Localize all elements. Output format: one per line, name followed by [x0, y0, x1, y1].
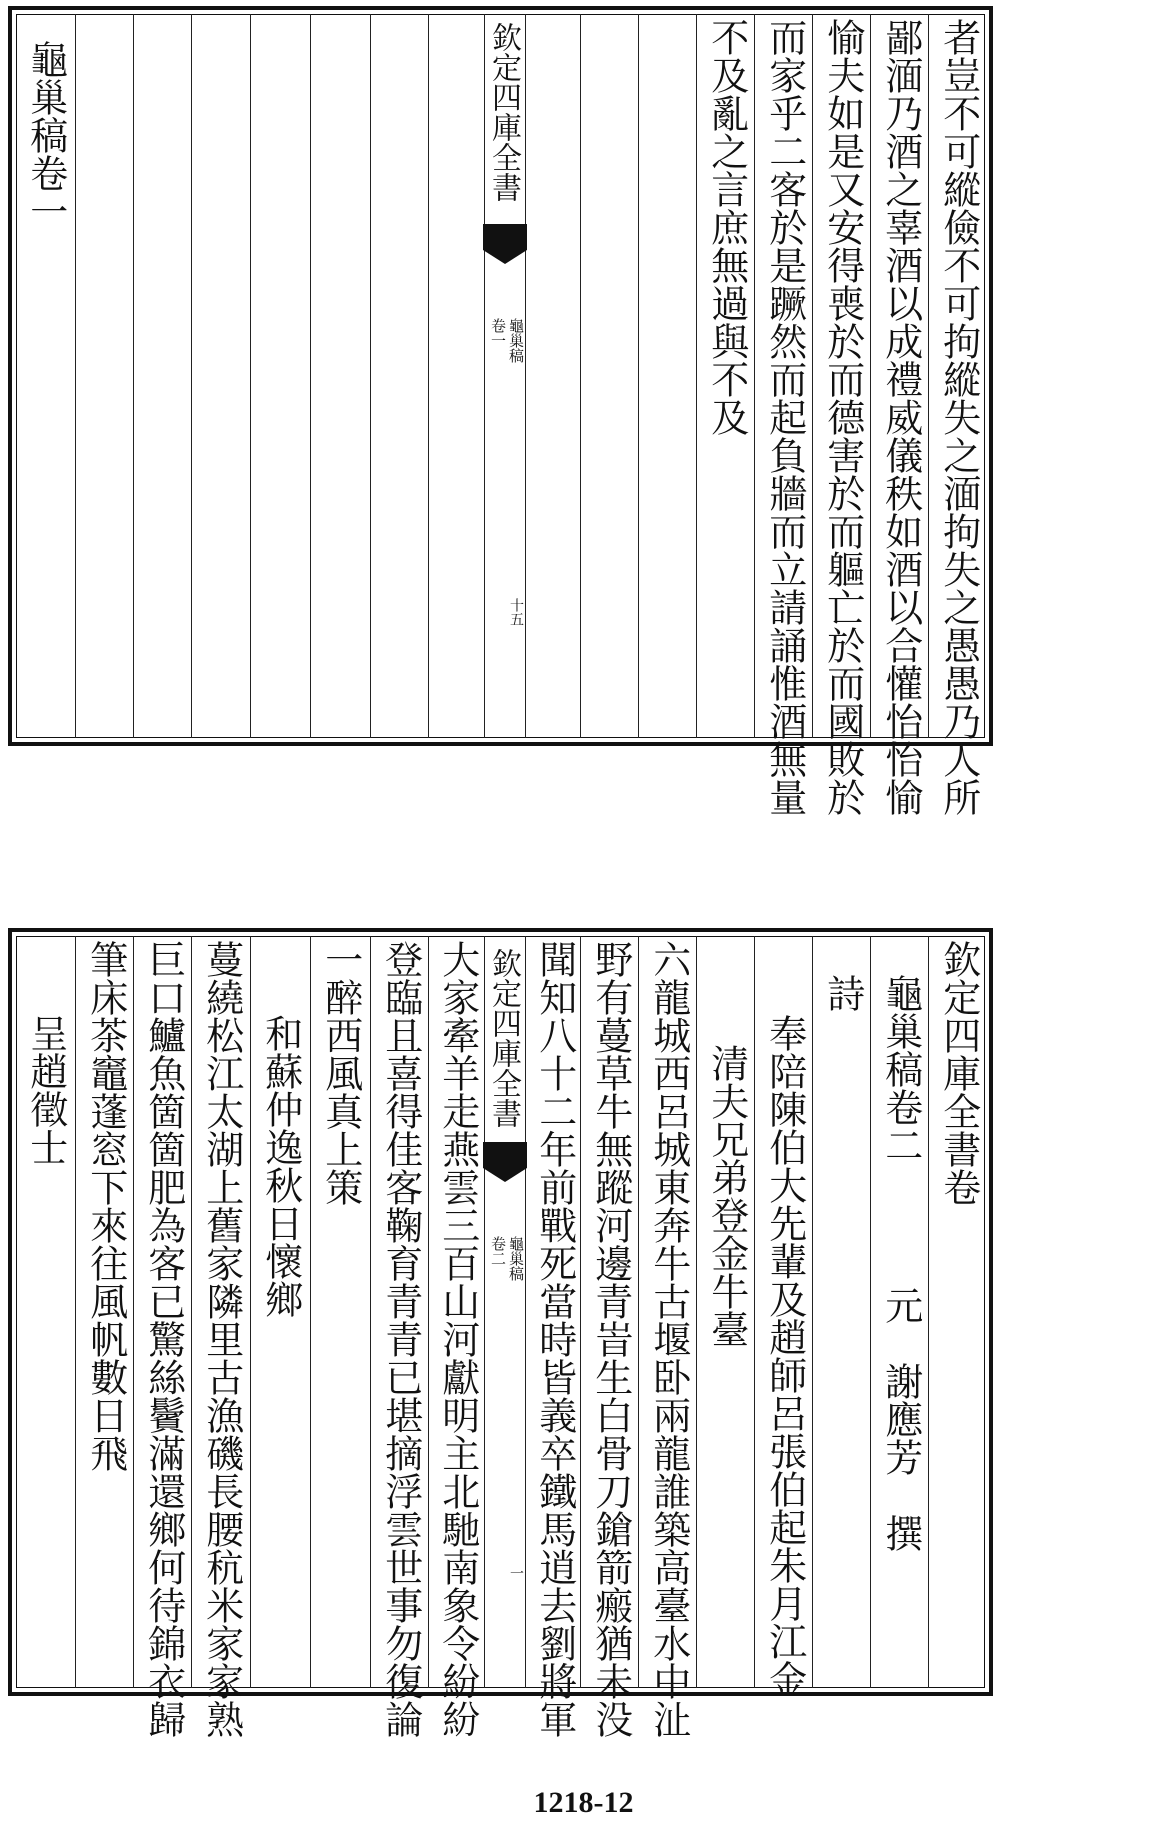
- bottom-page: [0, 918, 1167, 1778]
- volume-end-title: 龜巢稿卷一: [23, 40, 68, 230]
- banxin-book-title: 龜巢稿: [507, 1236, 525, 1281]
- column-rule: [250, 14, 251, 738]
- text-column: 筆床茶竈蓬窓下來往風帆數日飛: [83, 940, 128, 1472]
- poem-title: 奉陪陳伯大先輩及趙師呂張伯起朱月江金: [762, 1014, 807, 1698]
- text-column: 而家乎二客於是蹶然而起負牆而立請誦惟酒無量: [762, 18, 807, 816]
- column-rule: [133, 14, 134, 738]
- text-column: 鄙湎乃酒之辜酒以成禮威儀秩如酒以合懽怡怡愉: [878, 18, 923, 816]
- column-rule: [370, 14, 371, 738]
- top-page: [0, 0, 1167, 870]
- text-column: 愉夫如是又安得喪於而德害於而軀亡於而國敗於: [820, 18, 865, 816]
- column-rule: [75, 14, 76, 738]
- banxin-header: 欽定四庫全書: [486, 948, 521, 1128]
- column-rule: [638, 14, 639, 738]
- banxin-header: 欽定四庫全書: [486, 22, 521, 202]
- fishtail-mark: [483, 224, 527, 250]
- text-column: 登臨且喜得佳客鞠育青青已堪摘浮雲世事勿復論: [378, 940, 423, 1738]
- column-rule: [428, 14, 429, 738]
- poem-title: 和蘇仲逸秋日懷鄉: [258, 1014, 303, 1318]
- section-heading: 詩: [820, 974, 865, 1012]
- poem-title: 呈趙徵士: [23, 1014, 68, 1166]
- collection-title-column: 欽定四庫全書卷: [936, 940, 981, 1206]
- text-column: 六龍城西呂城東奔牛古堰卧兩龍誰築高臺水中沚: [646, 940, 691, 1738]
- banxin-book-title: 龜巢稿: [507, 318, 525, 363]
- column-rule: [580, 14, 581, 738]
- text-column: 不及亂之言庶無過與不及: [704, 18, 749, 436]
- banxin-volume: 卷一: [489, 318, 507, 348]
- banxin-rule-left: [484, 14, 485, 738]
- poem-title: 清夫兄弟登金牛臺: [704, 1044, 749, 1348]
- fishtail-mark: [483, 1142, 527, 1168]
- text-column: 一醉西風真上策: [318, 940, 363, 1206]
- page-number-footer: 1218-12: [533, 1786, 634, 1819]
- folio-number: 一: [508, 1566, 524, 1580]
- banxin-volume: 卷二: [489, 1236, 507, 1266]
- fishtail-mark-point: [483, 1168, 527, 1182]
- text-column: 野有蔓草牛無蹤河邊青峕生白骨刀鎗箭瘢猶未没: [588, 940, 633, 1738]
- folio-number: 十五: [508, 598, 524, 626]
- column-rule: [191, 14, 192, 738]
- text-column: 者豈不可縱儉不可拘縱失之湎拘失之愚愚乃人所: [936, 18, 981, 816]
- volume-title-column: 龜巢稿卷二: [878, 974, 923, 1164]
- text-column: 蔓繞松江太湖上舊家隣里古漁磯長腰秔米家家熟: [199, 940, 244, 1738]
- column-rule: [310, 14, 311, 738]
- fishtail-mark-point: [483, 250, 527, 264]
- text-column: 聞知八十二年前戰死當時皆義卒鐵馬逍去劉將軍: [532, 940, 577, 1738]
- text-column: 巨口鱸魚箇箇肥為客已驚絲鬢滿還鄉何待錦衣歸: [141, 940, 186, 1738]
- author-line: 元 謝應芳 撰: [878, 1286, 923, 1552]
- text-column: 大家牽羊走燕雲三百山河獻明主北馳南象令紛紛: [435, 940, 480, 1738]
